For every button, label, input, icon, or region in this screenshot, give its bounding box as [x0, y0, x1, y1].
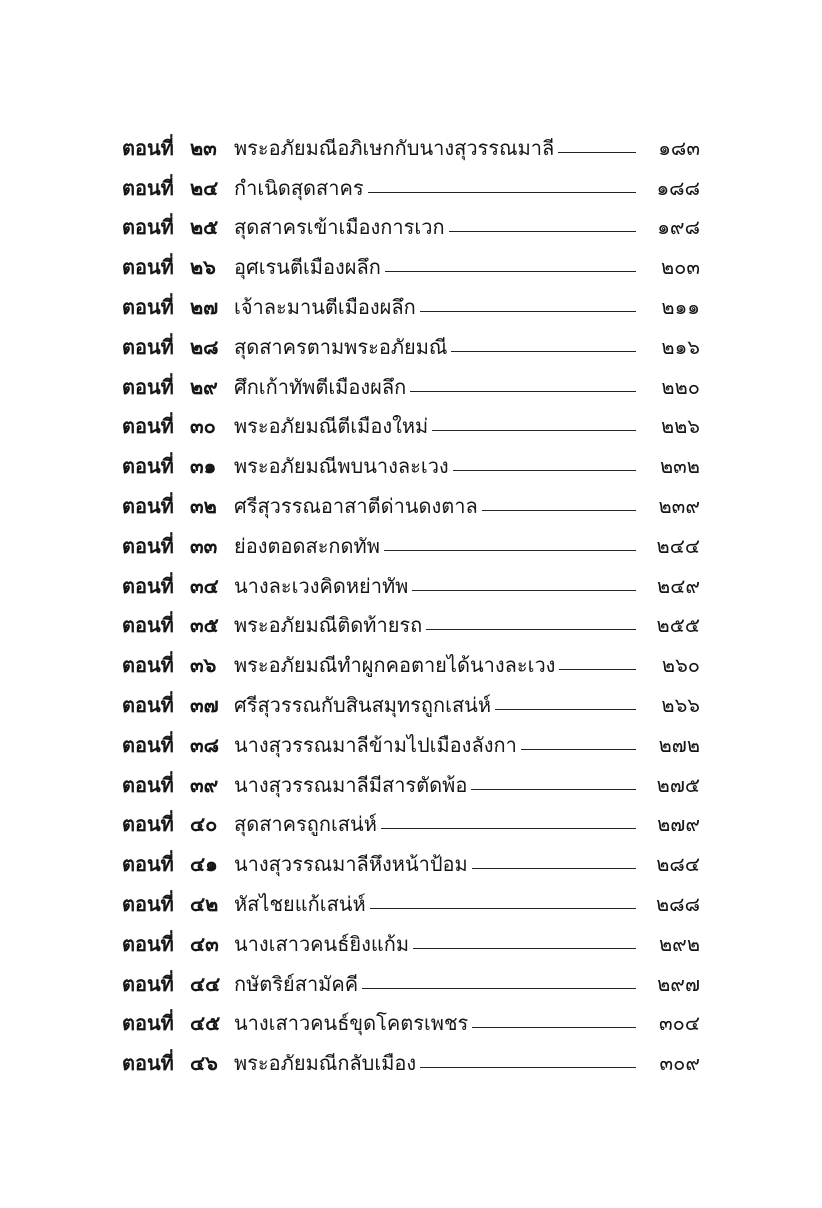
toc-entry [122, 118, 700, 158]
page-number: ๒๖๐ [661, 653, 700, 678]
chapter-number: ๒๔ [190, 175, 219, 200]
chapter-label: ตอนที่ [122, 215, 174, 240]
toc-entry [122, 436, 700, 479]
leader-line [472, 868, 636, 869]
page-number: ๒๘๔ [656, 852, 700, 877]
chapter-label: ตอนที่ [122, 971, 174, 996]
page-number: ๒๗๕ [656, 772, 700, 797]
chapter-number: ๒๓ [190, 135, 217, 160]
chapter-number: ๓๐ [190, 414, 216, 439]
page-number: ๒๓๙ [658, 493, 700, 518]
page-number: ๒๐๓ [660, 255, 700, 280]
toc-entry [122, 516, 700, 556]
page-number: ๒๙๗ [657, 971, 700, 996]
leader-line [471, 789, 636, 790]
chapter-label: ตอนที่ [122, 891, 174, 916]
toc-entry [122, 596, 700, 636]
chapter-label: ตอนที่ [122, 692, 174, 717]
toc-entry [122, 635, 700, 678]
chapter-label: ตอนที่ [122, 573, 174, 598]
toc-entry [122, 994, 700, 1034]
page-number: ๓๐๙ [659, 1051, 700, 1076]
toc-entry [122, 556, 700, 596]
chapter-number: ๔๓ [190, 931, 219, 956]
chapter-label: ตอนที่ [122, 812, 174, 837]
toc-entry [122, 476, 700, 516]
chapter-number: ๒๘ [190, 334, 219, 359]
page-number: ๒๗๙ [657, 812, 700, 837]
chapter-title: พระอภัยมณีอภิเษกกับนางสุวรรณมาลี [234, 135, 555, 160]
page-number: ๒๑๑ [661, 294, 700, 319]
chapter-number: ๔๔ [190, 971, 221, 996]
page-number: ๒๕๕ [656, 613, 700, 638]
page-number: ๒๒๐ [661, 374, 700, 399]
page-number: ๒๘๘ [655, 891, 700, 916]
page-number: ๑๘๓ [658, 135, 700, 160]
page-number: ๒๖๖ [661, 692, 700, 717]
leader-line [495, 709, 636, 710]
toc-entry [122, 1033, 700, 1076]
page-number: ๒๗๒ [658, 732, 700, 757]
chapter-label: ตอนที่ [122, 414, 174, 439]
leader-line [368, 192, 636, 193]
chapter-number: ๔๒ [190, 891, 219, 916]
page-number: ๓๐๔ [658, 1011, 700, 1036]
chapter-title: ศรีสุวรรณกับสินสมุทรถูกเสน่ห์ [234, 692, 492, 717]
toc-entry [122, 874, 700, 914]
chapter-label: ตอนที่ [122, 772, 174, 797]
chapter-title: พระอภัยมณีตีเมืองใหม่ [234, 414, 429, 439]
chapter-title: นางสุวรรณมาลีหึงหน้าป้อม [234, 852, 468, 877]
chapter-title: สุดสาครถูกเสน่ห์ [234, 812, 377, 837]
leader-line [521, 749, 636, 750]
chapter-number: ๓๘ [190, 732, 220, 757]
chapter-title: พระอภัยมณีติดท้ายรถ [234, 613, 423, 638]
chapter-number: ๓๗ [190, 692, 219, 717]
table-of-contents [122, 118, 700, 1076]
leader-line [426, 629, 636, 630]
leader-line [385, 271, 636, 272]
toc-entry [122, 755, 700, 795]
leader-line [451, 351, 636, 352]
chapter-title: สุดสาครเข้าเมืองการเวก [234, 215, 445, 240]
toc-entry [122, 834, 700, 877]
leader-line [453, 470, 636, 471]
toc-entry [122, 715, 700, 755]
chapter-number: ๒๙ [190, 374, 218, 399]
leader-line [381, 828, 636, 829]
chapter-number: ๓๙ [190, 772, 219, 797]
chapter-number: ๓๖ [190, 653, 217, 678]
toc-entry [122, 198, 700, 238]
leader-line [370, 908, 636, 909]
chapter-label: ตอนที่ [122, 255, 174, 280]
chapter-title: พระอภัยมณีพบนางละเวง [234, 454, 449, 479]
chapter-title: นางเสาวคนธ์ขุดโคตรเพชร [234, 1011, 469, 1036]
chapter-title: สุดสาครตามพระอภัยมณี [234, 334, 448, 359]
chapter-label: ตอนที่ [122, 135, 174, 160]
chapter-number: ๒๗ [190, 294, 219, 319]
chapter-title: ย่องตอดสะกดทัพ [234, 533, 380, 558]
toc-entry [122, 795, 700, 835]
toc-entry [122, 675, 700, 715]
chapter-title: กษัตริย์สามัคคี [234, 971, 359, 996]
chapter-number: ๓๑ [190, 454, 217, 479]
chapter-title: พระอภัยมณีกลับเมือง [234, 1051, 417, 1076]
leader-line [410, 391, 636, 392]
chapter-label: ตอนที่ [122, 334, 174, 359]
leader-line [472, 1027, 636, 1028]
leader-line [420, 1067, 636, 1068]
chapter-label: ตอนที่ [122, 454, 174, 479]
toc-entry [122, 277, 700, 317]
page-number: ๒๔๙ [657, 573, 700, 598]
chapter-title: อุศเรนตีเมืองผลึก [234, 255, 381, 280]
leader-line [412, 590, 636, 591]
chapter-number: ๓๒ [190, 493, 217, 518]
chapter-label: ตอนที่ [122, 175, 174, 200]
leader-line [432, 430, 636, 431]
page-number: ๑๙๘ [657, 215, 700, 240]
chapter-number: ๓๓ [190, 533, 218, 558]
chapter-number: ๔๐ [190, 812, 218, 837]
chapter-label: ตอนที่ [122, 294, 174, 319]
chapter-title: กำเนิดสุดสาคร [234, 175, 364, 200]
leader-line [384, 550, 636, 551]
chapter-label: ตอนที่ [122, 931, 174, 956]
chapter-number: ๔๑ [190, 852, 218, 877]
toc-entry [122, 317, 700, 357]
chapter-number: ๔๖ [190, 1051, 218, 1076]
chapter-title: เจ้าละมานตีเมืองผลึก [234, 294, 416, 319]
toc-entry [122, 954, 700, 994]
toc-entry [122, 357, 700, 397]
leader-line [362, 988, 636, 989]
chapter-title: นางสุวรรณมาลีข้ามไปเมืองลังกา [234, 732, 517, 757]
page-number: ๒๑๖ [661, 334, 700, 359]
chapter-number: ๔๕ [190, 1011, 221, 1036]
chapter-label: ตอนที่ [122, 493, 174, 518]
chapter-label: ตอนที่ [122, 1011, 174, 1036]
chapter-label: ตอนที่ [122, 732, 174, 757]
chapter-title: หัสไชยแก้เสน่ห์ [234, 891, 366, 916]
chapter-label: ตอนที่ [122, 852, 174, 877]
chapter-number: ๒๖ [190, 255, 216, 280]
leader-line [482, 510, 636, 511]
toc-entry [122, 237, 700, 280]
chapter-title: ศึกเก้าทัพตีเมืองผลึก [234, 374, 407, 399]
chapter-title: นางเสาวคนธ์ยิงแก้ม [234, 931, 410, 956]
page-number: ๒๙๒ [658, 931, 700, 956]
leader-line [420, 311, 636, 312]
page-number: ๒๒๖ [660, 414, 700, 439]
chapter-number: ๓๔ [190, 573, 219, 598]
chapter-number: ๒๕ [190, 215, 219, 240]
chapter-label: ตอนที่ [122, 653, 174, 678]
chapter-label: ตอนที่ [122, 613, 174, 638]
chapter-label: ตอนที่ [122, 1051, 174, 1076]
leader-line [559, 669, 636, 670]
chapter-title: นางละเวงคิดหย่าทัพ [234, 573, 409, 598]
page-number: ๒๔๔ [656, 533, 700, 558]
chapter-label: ตอนที่ [122, 374, 174, 399]
leader-line [449, 231, 636, 232]
page-number: ๑๘๘ [656, 175, 700, 200]
chapter-title: นางสุวรรณมาลีมีสารตัดพ้อ [234, 772, 468, 797]
chapter-label: ตอนที่ [122, 533, 174, 558]
page-number: ๒๓๒ [659, 454, 700, 479]
leader-line [413, 948, 636, 949]
toc-entry [122, 397, 700, 437]
toc-entry [122, 158, 700, 198]
chapter-number: ๓๕ [190, 613, 219, 638]
chapter-title: พระอภัยมณีทำผูกคอตายได้นางละเวง [234, 653, 556, 678]
toc-entry [122, 914, 700, 954]
leader-line [558, 152, 636, 153]
chapter-title: ศรีสุวรรณอาสาตีด่านดงตาล [234, 493, 478, 518]
